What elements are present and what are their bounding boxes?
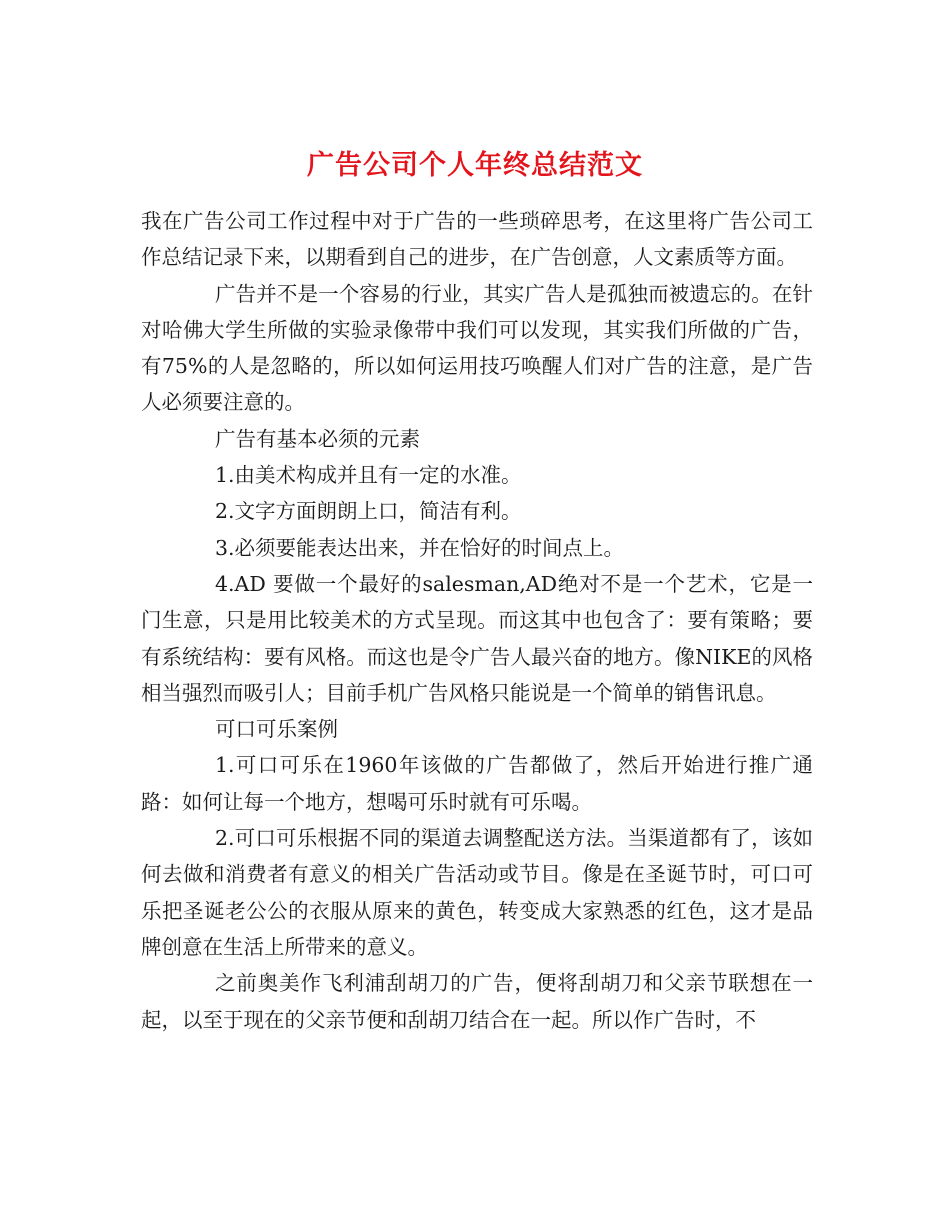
document-body <box>141 203 813 1038</box>
paragraph-case-1: 1.可口可乐在1960年该做的广告都做了，然后开始进行推广通路：如何让每一个地方，想喝可乐时就有可乐喝。 <box>141 753 813 814</box>
paragraph-industry: 广告并不是一个容易的行业，其实广告人是孤独而被遗忘的。在针对哈佛大学生所做的实验录像带中我们可以发现，其实我们所做的广告，有75%的人是忽略的，所以如何运用技巧唤醒人们对广告的注意，是广告人必须要注意的。 <box>141 281 813 415</box>
paragraph-element-3: 3.必须要能表达出来，并在恰好的时间点上。 <box>215 535 625 560</box>
paragraph-case-heading: 可口可乐案例 <box>215 717 338 742</box>
paragraph-element-4: 4.AD 要做一个最好的salesman,AD绝对不是一个艺术，它是一门生意，只是用比较美术的方式呈现。而这其中也包含了：要有策略；要有系统结构：要有风格。而这也是令广告人最兴奋的地方。像NIKE的风格相当强烈而吸引人；目前手机广告风格只能说是一个简单的销售讯息。 <box>141 571 813 705</box>
paragraph-elements-heading: 广告有基本必须的元素 <box>215 426 420 451</box>
paragraph-ogilvy: 之前奥美作飞利浦刮胡刀的广告，便将刮胡刀和父亲节联想在一起，以至于现在的父亲节便和刮胡刀结合在一起。所以作广告时，不 <box>141 971 813 1032</box>
paragraph-case-2: 2.可口可乐根据不同的渠道去调整配送方法。当渠道都有了，该如何去做和消费者有意义的相关广告活动或节目。像是在圣诞节时，可口可乐把圣诞老公公的衣服从原来的黄色，转变成大家熟悉的红色，这才是品牌创意在生活上所带来的意义。 <box>141 826 813 959</box>
document-title: 广告公司个人年终总结范文 <box>307 150 643 182</box>
paragraph-intro: 我在广告公司工作过程中对于广告的一些琐碎思考，在这里将广告公司工作总结记录下来，以期看到自己的进步，在广告创意，人文素质等方面。 <box>141 209 813 270</box>
paragraph-element-2: 2.文字方面朗朗上口，简洁有利。 <box>215 499 522 524</box>
paragraph-element-1: 1.由美术构成并且有一定的水准。 <box>215 463 522 488</box>
